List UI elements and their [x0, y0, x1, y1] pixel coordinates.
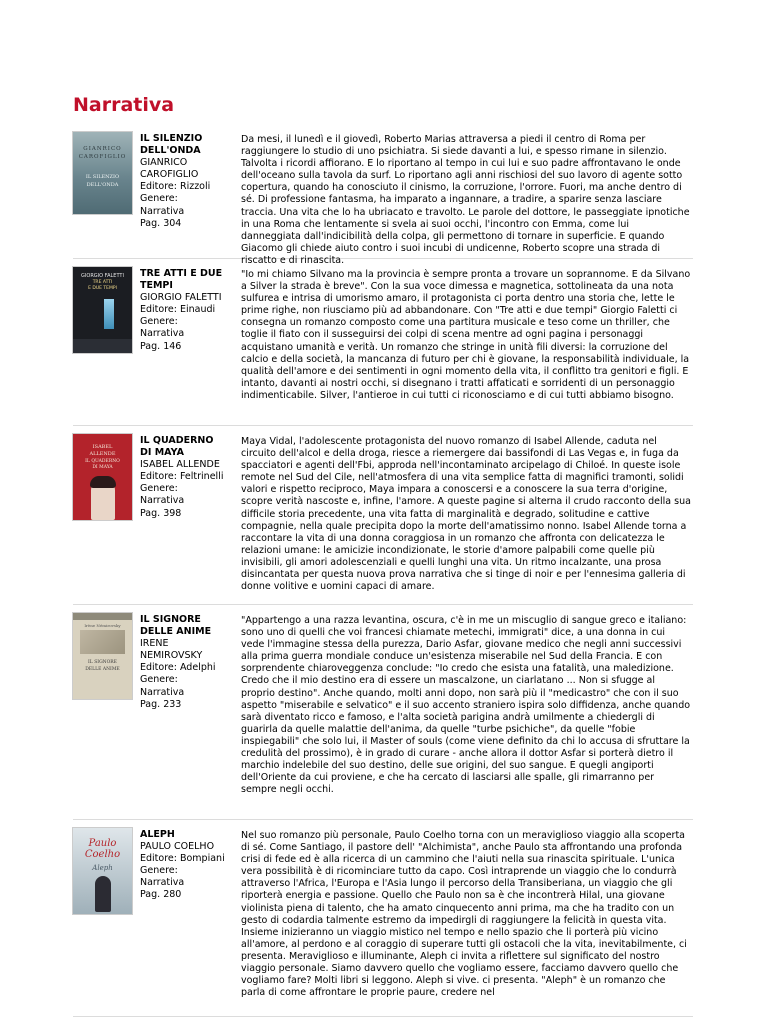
- cover-title-line2: DI MAYA: [92, 465, 113, 470]
- book-author: PAULO COELHO: [140, 841, 215, 853]
- book-row: [73, 426, 693, 605]
- page-title: Narrativa: [73, 94, 175, 116]
- cover-title-line1: IL QUADERNO: [85, 459, 120, 464]
- cover-figure: [95, 876, 111, 912]
- book-cover-image[interactable]: [73, 132, 132, 214]
- book-genre: Narrativa: [140, 328, 185, 340]
- cover-author-last: ALLENDE: [89, 451, 116, 457]
- book-meta: [133, 124, 233, 258]
- book-genre-label: Genere:: [140, 674, 178, 686]
- book-author: GIORGIO FALETTI: [140, 292, 222, 304]
- book-meta: [133, 259, 233, 425]
- cover-cell: [73, 820, 133, 1016]
- book-genre: Narrativa: [140, 495, 185, 507]
- cover-door-light: [104, 299, 114, 329]
- book-pages: Pag. 304: [140, 217, 182, 229]
- book-genre-label: Genere:: [140, 193, 178, 205]
- book-pages: Pag. 398: [140, 507, 182, 519]
- book-row: [73, 605, 693, 820]
- cover-top-band: [73, 613, 132, 620]
- cover-title-line2: DELL'ONDA: [86, 182, 119, 188]
- book-meta: [133, 426, 233, 604]
- book-pages: Pag. 233: [140, 698, 182, 710]
- book-row: [73, 259, 693, 426]
- cover-author: Irène Némirovsky: [84, 623, 121, 628]
- book-row: [73, 820, 693, 1017]
- cover-title-line2: E DUE TEMPI: [88, 286, 117, 291]
- cover-author: GIORGIO FALETTI: [81, 273, 124, 279]
- cover-author-last: Coelho: [84, 849, 121, 860]
- book-genre-label: Genere:: [140, 316, 178, 328]
- book-publisher: Editore: Feltrinelli: [140, 471, 224, 483]
- book-author: GIANRICO CAROFIGLIO: [140, 157, 199, 181]
- cover-floor: [73, 339, 132, 353]
- book-genre-label: Genere:: [140, 483, 178, 495]
- book-publisher: Editore: Einaudi: [140, 304, 216, 316]
- book-meta: [133, 605, 233, 819]
- book-title[interactable]: TRE ATTI E DUE TEMPI: [140, 268, 223, 292]
- cover-cell: [73, 426, 133, 604]
- book-title[interactable]: IL SIGNORE DELLE ANIME: [140, 614, 212, 638]
- book-author: ISABEL ALLENDE: [140, 459, 220, 471]
- cover-cell: [73, 605, 133, 819]
- book-title[interactable]: IL QUADERNO DI MAYA: [140, 435, 214, 459]
- book-publisher: Editore: Rizzoli: [140, 181, 211, 193]
- cover-author-last: CAROFIGLIO: [78, 154, 127, 160]
- book-author: IRENE NEMIROVSKY: [140, 638, 203, 662]
- book-cover-image[interactable]: [73, 613, 132, 699]
- cover-title-line2: DELLE ANIME: [85, 667, 120, 672]
- cover-author-first: ISABEL: [92, 444, 113, 450]
- book-meta: [133, 820, 233, 1016]
- book-genre: Narrativa: [140, 877, 185, 889]
- book-list: [73, 124, 693, 1017]
- book-publisher: Editore: Bompiani: [140, 853, 225, 865]
- book-description: Da mesi, il lunedì e il giovedì, Roberto Marias attraversa a piedi il centro di Roma per raggiungere lo studio di uno psichiatra. Si siede davanti a lui, e spesso rimane in silenzio. Talvolta i ricordi affiorano. E lo riportano al tempo in cui lui e suo padre affrontavano le onde dell'oceano sulla tavola da surf. Lo riportano agli anni rischiosi del suo lavoro di agente sotto copertura, quando ha conosciuto il cinismo, la corruzione, l'orrore. Fuori, ma anche dentro di sé. Di professione fantasma, ha imparato a ingannare, a tradire, a sparire senza lasciare traccia. Una vita che lo ha ubriacato e travolto. Le parole del dottore, le passeggiate ipnotiche in una Roma che lentamente si svela ai suoi occhi, l'incontro con Emma, come lui danneggiata dall'indicibilità della colpa, gli permettono di tornare in superficie. E quando Giacomo gli chiede aiuto contro i suoi incubi di undicenne, Roberto scopre una strada di riscatto e di rinascita.: [241, 134, 690, 266]
- cover-cell: [73, 124, 133, 258]
- book-pages: Pag. 146: [140, 340, 182, 352]
- book-description: Maya Vidal, l'adolescente protagonista del nuovo romanzo di Isabel Allende, caduta nel circuito dell'alcol e della droga, riesce a riemergere dai bassifondi di Las Vegas e, in fuga da spacciatori e agenti dell'Fbi, approda nell'incontaminato arcipelago di Chiloé. In queste isole remote nel Sud del Cile, nell'atmosfera di una vita semplice fatta di magnifici tramonti, solidi valori e rispetto reciproco, Maya impara a conoscersi e a conoscere la sua terra d'origine, scopre verità nascoste e, infine, l'amore. A queste pagine si alterna il crudo racconto della sua difficile storia precedente, una vita fatta di marginalità e degrado, solitudine e cattive compagnie, nella quale precipita dopo la morte dell'amatissimo nonno. Isabel Allende torna a raccontare la vita di una donna coraggiosa in un romanzo che affronta con delicatezza le relazioni umane: le amicizie incondizionate, le storie d'amore palpabili come quelle più invisibili, gli amori adolescenziali e quelli lunghi una vita. Un ritmo incalzante, una prosa disincantata per questa nuova prova narrativa che si tinge di noir e per l'ennesima galleria di donne volitive e uomini capaci di amare.: [241, 436, 691, 593]
- cover-picture: [80, 630, 125, 654]
- book-title[interactable]: IL SILENZIO DELL'ONDA: [140, 133, 203, 157]
- cover-author-first: Paulo: [88, 838, 117, 849]
- book-cover-image[interactable]: [73, 828, 132, 914]
- cover-title-line1: IL SILENZIO: [85, 174, 120, 180]
- book-description: "Appartengo a una razza levantina, oscura, c'è in me un miscuglio di sangue greco e italiano: sono uno di quelli che voi francesi chiamate metechi, immigrati" dice, a una donna in cui vede l'immagine stessa della purezza, Dario Asfar, giovane medico che negli anni successivi alla prima guerra mondiale conduce un'esistenza miserabile nel Sud della Francia. E con sorprendente chiaroveggenza conclude: "Io credo che esista una fatalità, una maledizione. Credo che il mio destino era di essere un mascalzone, un ciarlatano ... Non si sfugge al proprio destino". Anche quando, molti anni dopo, non sarà più il "medicastro" che con il suo aspetto "miserabile e selvatico" e il suo accento straniero ispira solo diffidenza, anche quando sarà diventato ricco e famoso, e l'alta società parigina andrà umilmente a chiedergli di guarirla da quelle malattie dell'anima, da quelle "turbe psichiche", da quelle "fobie inspiegabili" che solo lui, il Master of souls (come viene definito da chi lo accusa di sfruttare la credulità del prossimo), è in grado di curare - anche allora il dottor Asfar si porterà dietro il marchio indelebile del suo destino, delle sue origini, del suo sangue. E quegli angiporti dell'Oriente da cui proviene, e che ha cercato di lasciarsi alle spalle, gli rimarranno per sempre negli occhi.: [241, 615, 691, 796]
- book-genre: Narrativa: [140, 205, 185, 217]
- cover-cell: [73, 259, 133, 425]
- cover-author-first: GIANRICO: [83, 146, 122, 152]
- cover-title-line1: TRE ATTI: [92, 280, 113, 285]
- book-pages: Pag. 280: [140, 889, 182, 901]
- cover-title: Aleph: [92, 864, 113, 872]
- cover-title-line1: IL SIGNORE: [88, 660, 117, 665]
- book-genre: Narrativa: [140, 686, 185, 698]
- book-title[interactable]: ALEPH: [140, 829, 175, 840]
- book-cover-image[interactable]: [73, 434, 132, 520]
- book-cover-image[interactable]: [73, 267, 132, 353]
- cover-figure-hair: [90, 476, 116, 488]
- book-description: Nel suo romanzo più personale, Paulo Coelho torna con un meraviglioso viaggio alla scoperta di sé. Come Santiago, il pastore dell' "Alchimista", anche Paulo sta affrontando una profonda crisi di fede ed è alla ricerca di un cammino che l'aiuti nella sua rinascita spirituale. L'unica vera possibilità è di ricominciare tutto da capo. Così intraprende un viaggio che lo condurrà attraverso l'Africa, l'Europa e l'Asia lungo il percorso della Transiberiana, un viaggio che gli riporterà energia e passione. Quello che Paulo non sa è che incontrerà Hilal, una giovane violinista piena di talento, che ha amato cinquecento anni prima, ma che ha tradito con un gesto di codardia talmente estremo da impedirgli di raggiungere la felicità in questa vita. Insieme inizieranno un viaggio mistico nel tempo e nello spazio che li porterà più vicino all'amore, al perdono e al coraggio di superare tutti gli ostacoli che la vita, inevitabilmente, ci presenta. Meraviglioso e illuminante, Aleph ci invita a riflettere sul significato del nostro viaggio personale. Siamo davvero quello che vogliamo essere, facciamo davvero quello che vogliamo fare? Molti libri si leggono. Aleph si vive. ci presenta. "Aleph" è un romanzo che parla di come affrontare le proprie paure, credere nel: [241, 830, 687, 999]
- book-description: "Io mi chiamo Silvano ma la provincia è sempre pronta a trovare un soprannome. E da Silvano a Silver la strada è breve". Con la sua voce dimessa e magnetica, sottolineata da una nota sulfurea e intrisa di umorismo amaro, il protagonista ci porta dentro una storia che, lette le prime righe, non riusciamo più ad abbandonare. Con "Tre atti e due tempi" Giorgio Faletti ci consegna un romanzo composto come una partitura musicale e teso come un thriller, che toglie il fiato con il susseguirsi dei colpi di scena mentre ad ogni pagina i personaggi acquistano umanità e verità. Un romanzo che stringe in unità fili diversi: la corruzione del calcio e della società, la mancanza di futuro per chi è giovane, la responsabilità individuale, la qualità dell'amore e dei sentimenti in ogni momento della vita, il conflitto tra genitori e figli. E intanto, davanti ai nostri occhi, si disegnano i tratti affaticati e sorridenti di un personaggio indimenticabile. Silver, l'antieroe in cui tutti ci riconosciamo e di cui tutti abbiamo bisogno.: [241, 269, 691, 401]
- book-publisher: Editore: Adelphi: [140, 662, 216, 674]
- book-genre-label: Genere:: [140, 865, 178, 877]
- book-row: [73, 124, 693, 266]
